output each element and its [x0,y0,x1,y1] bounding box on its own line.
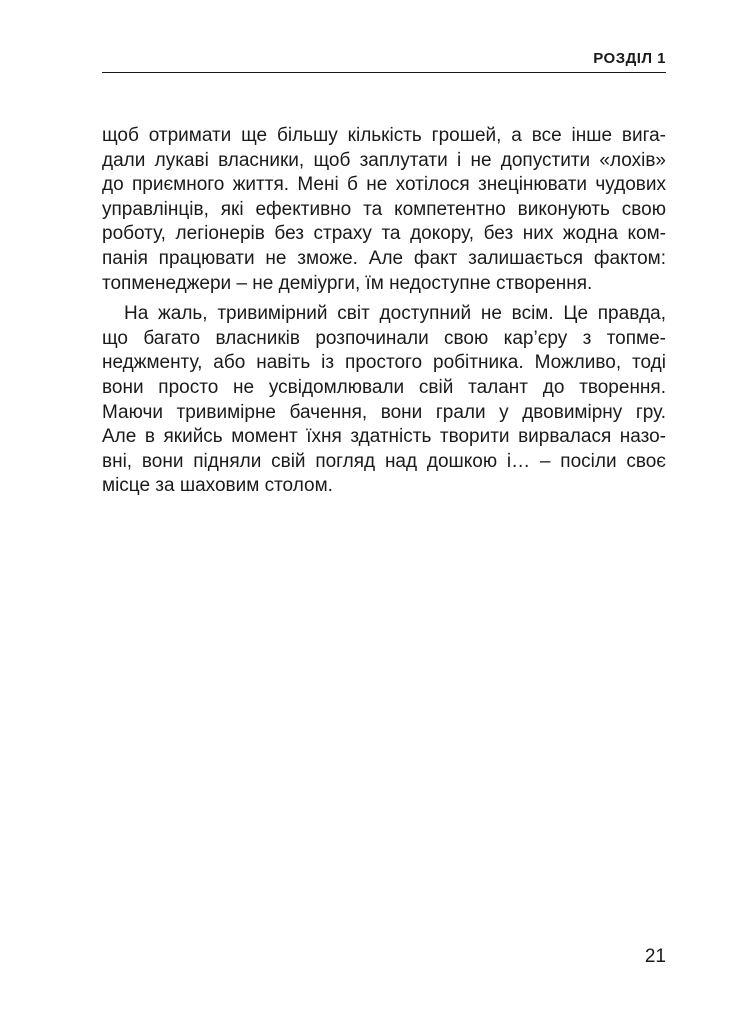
paragraph [102,302,666,499]
text-line: вні, вони підняли свій погляд над дошкою і… – посіли своє [102,450,666,472]
text-line: дали лукаві власники, щоб заплутати і не допустити «лохів» [102,149,666,171]
text-line: Маючи тривимірне бачення, вони грали у двовимірну гру. [102,401,666,423]
text-line: до приємного життя. Мені б не хотілося знецінювати чудових [102,174,666,196]
text-line: вони просто не усвідомлювали свій талант до творення. [102,376,666,398]
text-line: роботу, легіонерів без страху та докору, без них жодна ком- [102,223,666,245]
text-line: щоб отримати ще більшу кількість грошей, а все інше вига- [102,125,666,146]
page-number: 21 [644,946,666,967]
text-line: неджменту, або навіть із простого робітника. Можливо, тоді [102,352,666,374]
text-line: Але в якийсь момент їхня здатність творити вирвалася назо- [102,426,666,448]
paragraph [102,124,666,296]
running-header [102,50,666,73]
text-line: що багато власників розпочинали свою кар’єру з топме- [102,327,666,349]
text-line: На жаль, тривимірний світ доступний не всім. Це правда, [124,303,666,325]
text-line: місце за шаховим столом. [102,475,333,497]
body-text [102,124,666,499]
chapter-label: РОЗДІЛ 1 [593,50,666,67]
text-line: топменеджери – не деміурги, їм недоступне створення. [102,272,593,294]
text-line: панія працювати не зможе. Але факт залишається фактом: [102,247,666,269]
text-line: управлінців, які ефективно та компетентно виконують свою [102,198,666,220]
